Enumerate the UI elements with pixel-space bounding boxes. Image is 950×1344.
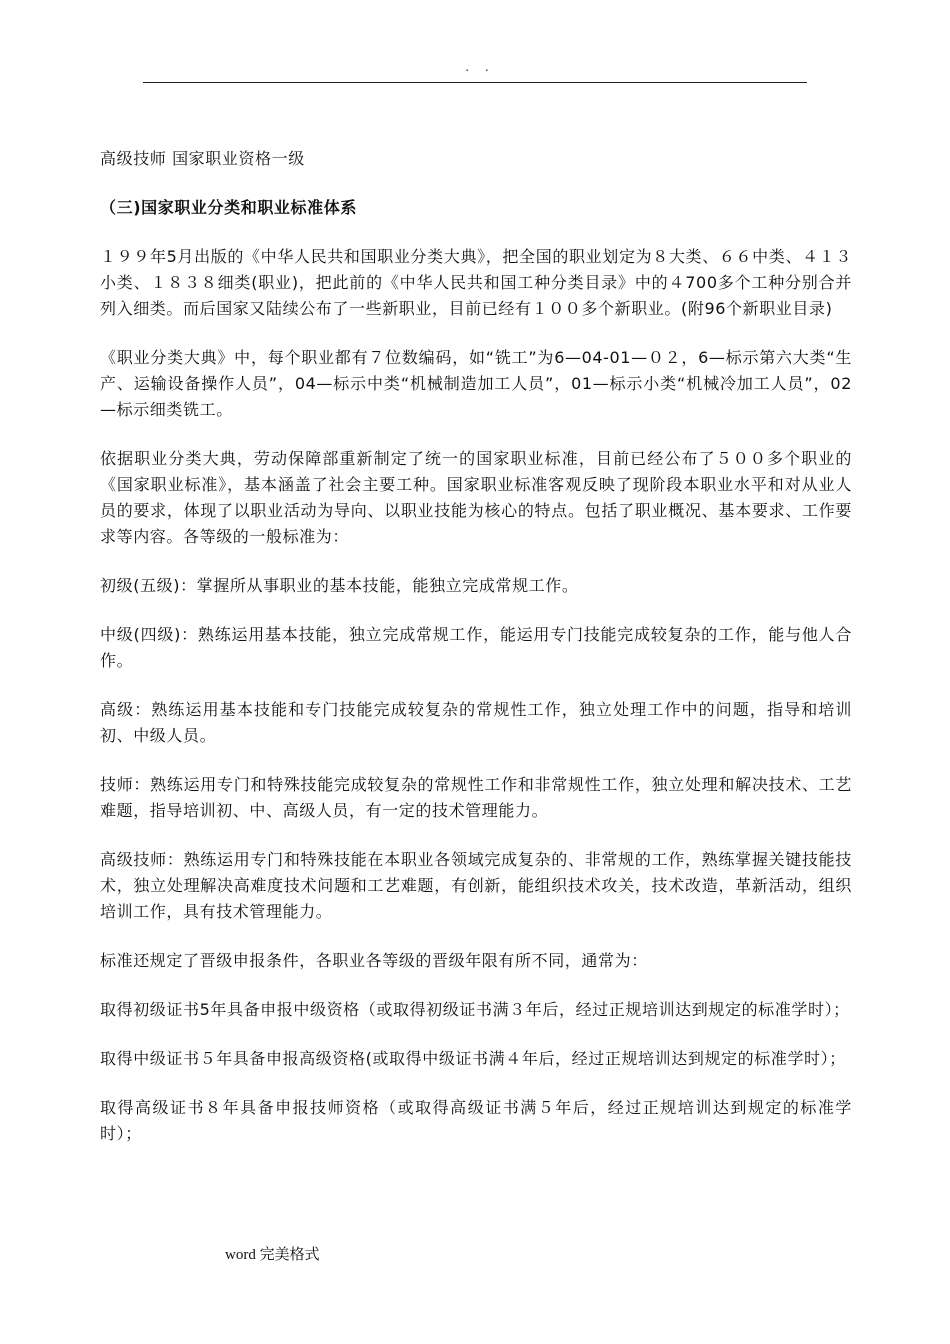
paragraph-classification-dictionary: １９９年5月出版的《中华人民共和国职业分类大典》，把全国的职业划定为８大类、６６中类、４１３小类、１８３８细类(职业)，把此前的《中华人民共和国工种分类目录》中的４700多个工种分别合并列入细类。而后国家又陆续公布了一些新职业，目前已经有１００多个新职业。(附96个新职业目录) — [100, 247, 852, 318]
header-rule — [143, 82, 807, 83]
paragraph-national-standards: 依据职业分类大典，劳动保障部重新制定了统一的国家职业标准，目前已经公布了５００多个职业的《国家职业标准》，基本涵盖了社会主要工种。国家职业标准客观反映了现阶段本职业水平和对从业人员的要求，体现了以职业活动为导向、以职业技能为核心的特点。包括了职业概况、基本要求、工作要求等内容。各等级的一般标准为： — [100, 449, 852, 546]
paragraph-level-intermediate: 中级(四级)：熟练运用基本技能，独立完成常规工作，能运用专门技能完成较复杂的工作，能与他人合作。 — [100, 625, 852, 670]
paragraph-level-primary: 初级(五级)：掌握所从事职业的基本技能，能独立完成常规工作。 — [100, 576, 579, 595]
paragraph-level-senior-technician: 高级技师：熟练运用专门和特殊技能在本职业各领域完成复杂的、非常规的工作，熟练掌握关键技能技术，独立处理解决高难度技术问题和工艺难题，有创新，能组织技术攻关，技术改造，革新活动，组织培训工作，具有技术管理能力。 — [100, 850, 852, 921]
header-marks: . . — [465, 60, 495, 74]
paragraph-occupation-code: 《职业分类大典》中，每个职业都有７位数编码，如“铣工”为6—04-01—０２，6—标示第六大类“生产、运输设备操作人员”，04—标示中类“机械制造加工人员”，01—标示小类“机械冷加工人员”，02—标示细类铣工。 — [100, 348, 852, 419]
document-body — [100, 146, 852, 1170]
line-senior-technician-level: 高级技师 国家职业资格一级 — [100, 149, 305, 168]
paragraph-promotion-conditions: 标准还规定了晋级申报条件，各职业各等级的晋级年限有所不同，通常为： — [100, 951, 648, 970]
paragraph-promotion-senior: 取得高级证书８年具备申报技师资格（或取得高级证书满５年后，经过正规培训达到规定的标准学时）； — [100, 1098, 852, 1143]
paragraph-promotion-intermediate: 取得中级证书５年具备申报高级资格(或取得中级证书满４年后，经过正规培训达到规定的标准学时）； — [100, 1049, 846, 1068]
section-heading: （三)国家职业分类和职业标准体系 — [100, 198, 357, 217]
paragraph-level-technician: 技师：熟练运用专门和特殊技能完成较复杂的常规性工作和非常规性工作，独立处理和解决技术、工艺难题，指导培训初、中、高级人员，有一定的技术管理能力。 — [100, 775, 852, 820]
paragraph-level-senior: 高级：熟练运用基本技能和专门技能完成较复杂的常规性工作，独立处理工作中的问题，指导和培训初、中级人员。 — [100, 700, 852, 745]
paragraph-promotion-primary: 取得初级证书5年具备申报中级资格（或取得初级证书满３年后，经过正规培训达到规定的标准学时）； — [100, 1000, 850, 1019]
footer-text: word 完美格式 — [225, 1247, 320, 1263]
